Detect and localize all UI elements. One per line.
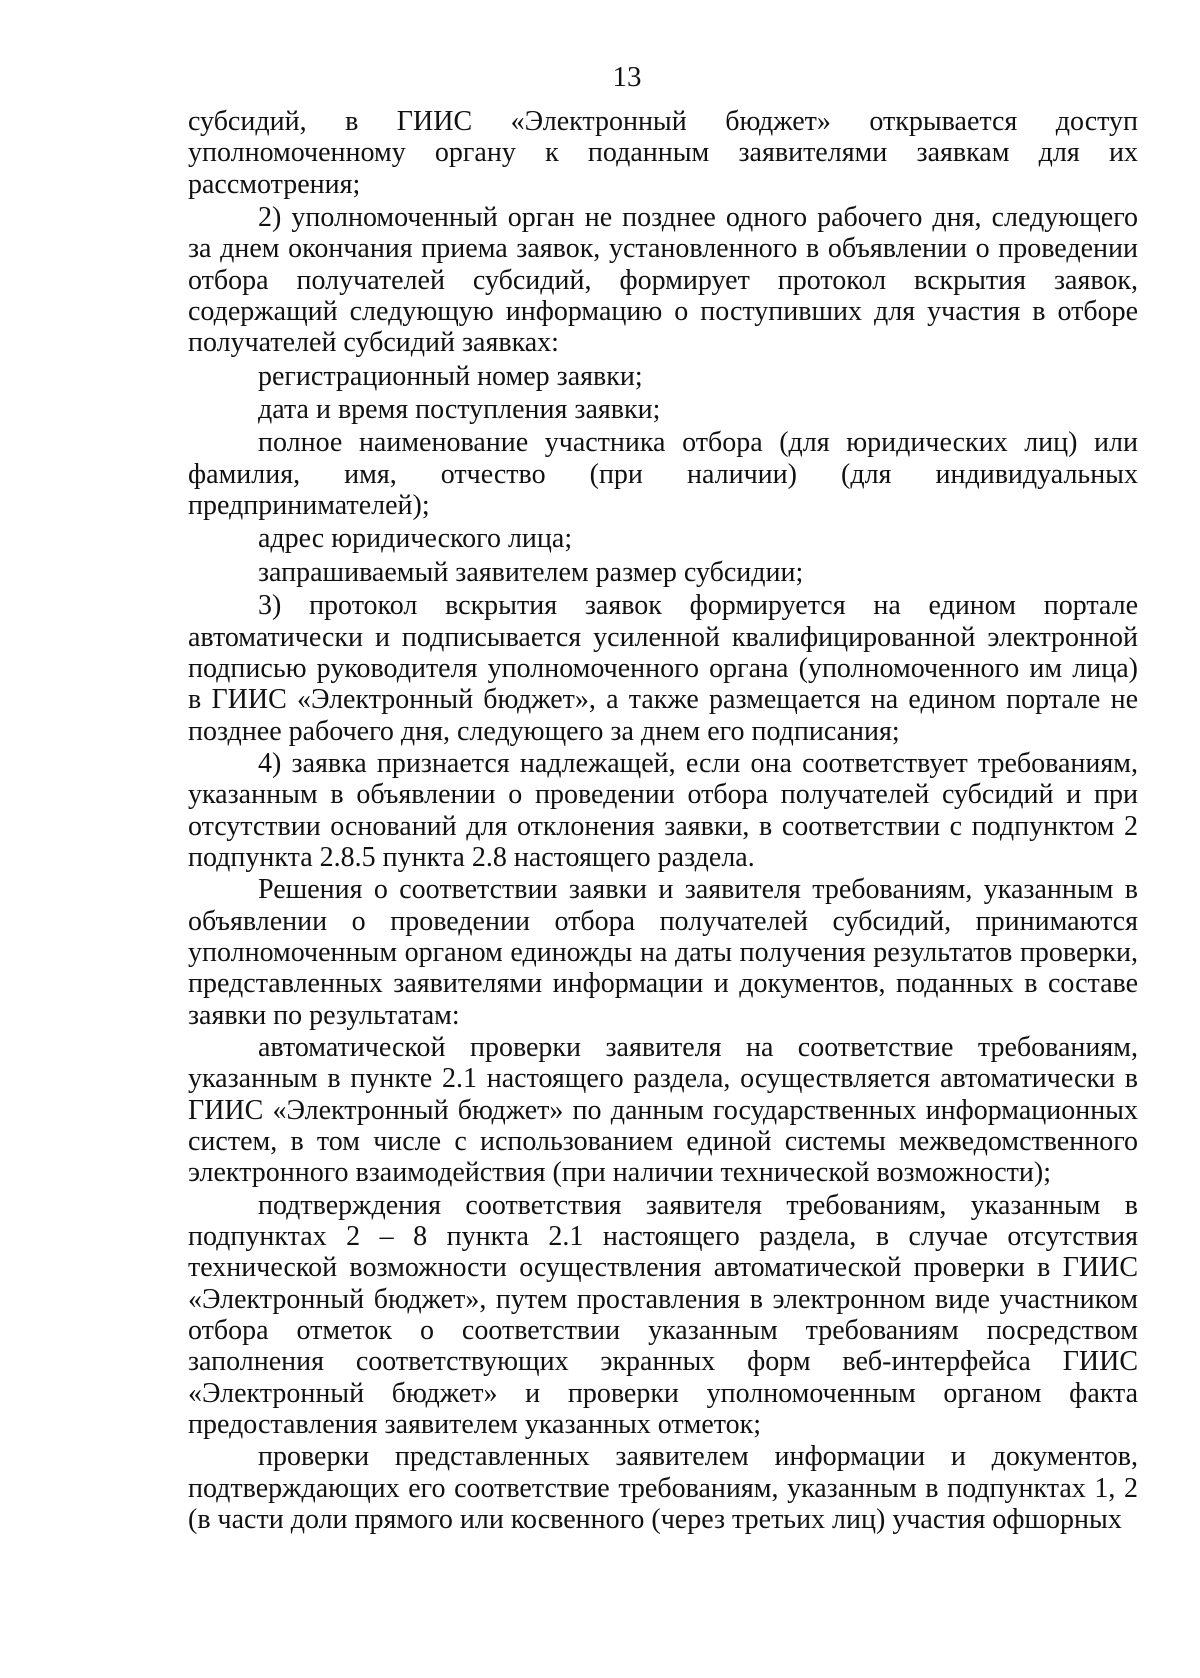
paragraph: адрес юридического лица; [258, 523, 573, 555]
paragraph: субсидий, в ГИИС «Электронный бюджет» открывается доступ уполномоченному органу к поданным заявителями заявкам для их рассмотрения; [188, 106, 1138, 200]
paragraph: 3) протокол вскрытия заявок формируется на едином портале автоматически и подписывается усиленной квалифицированной электронной подписью руководителя уполномоченного органа (уполномоченного им лица) в ГИИС «Электронный бюджет», а также размещается на едином портале не позднее рабочего дня, следующего за днем его подписания; [188, 590, 1138, 747]
paragraph: автоматической проверки заявителя на соответствие требованиям, указанным в пункте 2.1 настоящего раздела, осуществляется автоматически в ГИИС «Электронный бюджет» по данным государственных информационных систем, в том числе с использованием единой системы межведомственного электронного взаимодействия (при наличии технической возможности); [188, 1031, 1138, 1189]
paragraph: Решения о соответствии заявки и заявителя требованиям, указанным в объявлении о проведении отбора получателей субсидий, принимаются уполномоченным органом единожды на даты получения результатов проверки, представленных заявителями информации и документов, поданных в составе заявки по результатам: [188, 874, 1138, 1031]
paragraph: полное наименование участника отбора (для юридических лиц) или фамилия, имя, отчество (при наличии) (для индивидуальных предпринимателей); [188, 427, 1138, 522]
paragraph: 4) заявка признается надлежащей, если она соответствует требованиям, указанным в объявлении о проведении отбора получателей субсидий и при отсутствии оснований для отклонения заявки, в соответствии с подпунктом 2 подпункта 2.8.5 пункта 2.8 настоящего раздела. [188, 747, 1138, 873]
paragraph: дата и время поступления заявки; [258, 394, 661, 426]
paragraph: регистрационный номер заявки; [258, 360, 643, 392]
paragraph: подтверждения соответствия заявителя требованиям, указанным в подпунктах 2 – 8 пункта 2.1 настоящего раздела, в случае отсутствия технической возможности осуществления автоматической проверки в ГИИС «Электронный бюджет», путем проставления в электронном виде участником отбора отметок о соответствии указанным требованиям посредством заполнения соответствующих экранных форм веб-интерфейса ГИИС «Электронный бюджет» и проверки уполномоченным органом факта предоставления заявителем указанных отметок; [188, 1189, 1138, 1441]
page-number: 13 [612, 61, 642, 93]
paragraph: проверки представленных заявителем информации и документов, подтверждающих его соответствие требованиям, указанным в подпунктах 1, 2 (в части доли прямого или косвенного (через третьих лиц) участия офшорных [188, 1441, 1138, 1536]
document-body [188, 106, 1138, 1535]
paragraph: 2) уполномоченный орган не позднее одного рабочего дня, следующего за днем окончания приема заявок, установленного в объявлении о проведении отбора получателей субсидий, формирует протокол вскрытия заявок, содержащий следующую информацию о поступивших для участия в отборе получателей субсидий заявках: [188, 202, 1138, 359]
paragraph: запрашиваемый заявителем размер субсидии; [258, 556, 804, 588]
